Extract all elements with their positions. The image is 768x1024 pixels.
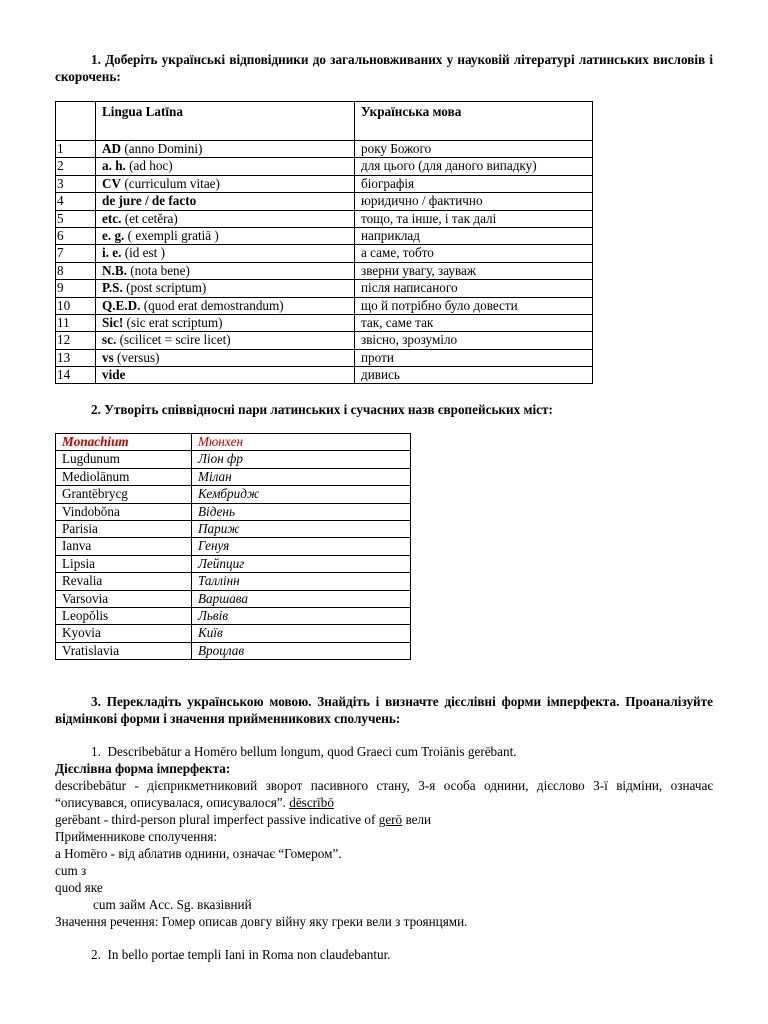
prep-item-2: cum з xyxy=(55,863,87,878)
full-form: (quod erat demostrandum) xyxy=(140,297,284,313)
table-row xyxy=(56,451,411,468)
table-row xyxy=(56,193,593,210)
latin-city: Revalia xyxy=(56,573,192,590)
ukrainian-cell: після написаного xyxy=(355,280,593,297)
latin-city: Vratislavia xyxy=(56,642,192,659)
cities-table xyxy=(55,433,411,660)
abbreviation: P.S. xyxy=(102,280,123,296)
table-header-row xyxy=(56,102,593,141)
row-number: 3 xyxy=(56,175,96,192)
table-row xyxy=(56,642,411,659)
full-form: ( exempli gratiā ) xyxy=(124,227,219,243)
table-row xyxy=(56,314,593,331)
row-number: 10 xyxy=(56,297,96,314)
abbreviation: etc. xyxy=(102,210,122,226)
table-row xyxy=(56,607,411,624)
latin-city: Lugdunum xyxy=(56,451,192,468)
ukrainian-city: Вроцлав xyxy=(192,642,411,659)
latin-city: Varsovia xyxy=(56,590,192,607)
latin-city: Vindobŏna xyxy=(56,503,192,520)
ukrainian-cell: дивись xyxy=(355,367,593,384)
row-number: 5 xyxy=(56,210,96,227)
table-row xyxy=(56,262,593,279)
latin-cell xyxy=(96,210,355,227)
full-form: (scilicet = scire licet) xyxy=(116,332,231,348)
latin-cell xyxy=(96,227,355,244)
table-row xyxy=(56,332,593,349)
latin-cell xyxy=(96,245,355,262)
ukrainian-cell: звісно, зрозуміло xyxy=(355,332,593,349)
abbreviations-table xyxy=(55,101,593,384)
table-row xyxy=(56,367,593,384)
full-form: (et cetĕra) xyxy=(121,210,178,226)
abbreviation: sc. xyxy=(102,332,117,348)
ukrainian-cell: що й потрібно було довести xyxy=(355,297,593,314)
latin-cell xyxy=(96,297,355,314)
table-row xyxy=(56,503,411,520)
table-row xyxy=(56,625,411,642)
abbreviation: a. h. xyxy=(102,158,126,174)
ukrainian-city: Відень xyxy=(192,503,411,520)
table-row xyxy=(56,158,593,175)
latin-cell xyxy=(96,349,355,366)
abbreviation: i. e. xyxy=(102,245,122,261)
table-row xyxy=(56,280,593,297)
ukrainian-cell: зверни увагу, зауваж xyxy=(355,262,593,279)
latin-cell xyxy=(96,262,355,279)
abbreviation: vide xyxy=(102,367,126,383)
table-row xyxy=(56,573,411,590)
verb-analysis-1-text: describebātur - дієприкметниковий зворот пасивного стану, 3-я особа однини, дієслово 3-ї відміни, означає “описувався, описувалася, описувалося”. xyxy=(55,778,713,810)
row-number: 4 xyxy=(56,193,96,210)
row-number: 11 xyxy=(56,314,96,331)
row-number: 1 xyxy=(56,141,96,158)
full-form: (post scriptum) xyxy=(122,280,207,296)
latin-city: Monachium xyxy=(56,434,192,451)
latin-city: Ianva xyxy=(56,538,192,555)
table-row xyxy=(56,210,593,227)
verb-form-label: Дієслівна форма імперфекта: xyxy=(55,761,231,776)
abbreviation: e. g. xyxy=(102,227,125,243)
table-row xyxy=(56,141,593,158)
gero-link[interactable]: gerō xyxy=(378,812,403,827)
full-form: (curriculum vitae) xyxy=(121,175,220,191)
row-number: 9 xyxy=(56,280,96,297)
task2-heading: 2. Утворіть співвідносні пари латинських і сучасних назв європейських міст: xyxy=(91,402,553,417)
latin-cell xyxy=(96,332,355,349)
verb-analysis-2 xyxy=(55,811,713,828)
table-row xyxy=(56,520,411,537)
row-number: 12 xyxy=(56,332,96,349)
task1-heading: 1. Доберіть українські відповідники до загальновживаних у науковій літературі латинських висловів і скорочень: xyxy=(55,52,713,84)
full-form: (id est ) xyxy=(121,245,166,261)
latin-cell xyxy=(96,141,355,158)
ukrainian-city: Париж xyxy=(192,520,411,537)
ukrainian-cell: а саме, тобто xyxy=(355,245,593,262)
table-row xyxy=(56,434,411,451)
ukrainian-cell: для цього (для даного випадку) xyxy=(355,158,593,175)
header-latin-cell: Lingua Latīna xyxy=(96,102,355,141)
ukrainian-city: Кембридж xyxy=(192,486,411,503)
table-row xyxy=(56,468,411,485)
table-row xyxy=(56,538,411,555)
latin-city: Leopŏlis xyxy=(56,607,192,624)
ukrainian-cell: тощо, та інше, і так далі xyxy=(355,210,593,227)
table-row xyxy=(56,590,411,607)
verb-analysis-1 xyxy=(55,777,713,811)
table-row xyxy=(56,349,593,366)
latin-cell xyxy=(96,314,355,331)
sentence-meaning: Значення речення: Гомер описав довгу війну яку греки вели з троянцями. xyxy=(55,914,468,929)
task3-heading: 3. Перекладіть українською мовою. Знайдіть і визначте дієслівні форми імперфекта. Проаналізуйте відмінкові форми і значення прийменникових сполучень: xyxy=(55,694,713,726)
abbreviation: AD xyxy=(102,141,122,156)
full-form: (versus) xyxy=(113,349,160,365)
ukrainian-city: Таллінн xyxy=(192,573,411,590)
row-number: 2 xyxy=(56,158,96,175)
latin-city: Kyovia xyxy=(56,625,192,642)
latin-cell xyxy=(96,280,355,297)
latin-city: Parisia xyxy=(56,520,192,537)
latin-cell xyxy=(96,367,355,384)
ukrainian-city: Варшава xyxy=(192,590,411,607)
abbreviation: Q.E.D. xyxy=(102,297,141,313)
latin-city: Mediolānum xyxy=(56,468,192,485)
sentence-2: 2. In bello portae templi Iani in Roma non claudebantur. xyxy=(91,947,391,962)
ukrainian-cell: року Божого xyxy=(355,141,593,158)
full-form: (ad hoc) xyxy=(125,158,173,174)
ukrainian-city: Львів xyxy=(192,607,411,624)
latin-cell xyxy=(96,175,355,192)
latin-cell xyxy=(96,158,355,175)
ukrainian-cell: наприклад xyxy=(355,227,593,244)
latin-cell xyxy=(96,193,355,210)
describo-link[interactable]: dēscrībō xyxy=(289,795,334,810)
prep-item-1: a Homēro - від аблатив однини, означає “Гомером”. xyxy=(55,846,342,861)
ukrainian-city: Київ xyxy=(192,625,411,642)
header-ukrainian-cell: Українська мова xyxy=(355,102,593,141)
verb-analysis-2-tail: вели xyxy=(402,812,432,827)
abbreviation: vs xyxy=(102,349,114,365)
row-number: 14 xyxy=(56,367,96,384)
table-row xyxy=(56,555,411,572)
verb-analysis-2-text: gerēbant - third-person plural imperfect passive indicative of xyxy=(55,812,379,827)
full-form: (anno Domini) xyxy=(121,141,203,156)
ukrainian-cell: юридично / фактично xyxy=(355,193,593,210)
latin-city: Grantēbrycg xyxy=(56,486,192,503)
ukrainian-city: Лейпциг xyxy=(192,555,411,572)
ukrainian-city: Ліон фр xyxy=(192,451,411,468)
abbreviation: de jure / de facto xyxy=(102,193,197,209)
table-row xyxy=(56,486,411,503)
full-form: (sic erat scriptum) xyxy=(123,314,223,330)
full-form: (nota bene) xyxy=(126,262,190,278)
table-row xyxy=(56,175,593,192)
header-number-cell xyxy=(56,102,96,141)
latin-city: Lipsia xyxy=(56,555,192,572)
abbreviation: N.B. xyxy=(102,262,127,278)
ukrainian-city: Мюнхен xyxy=(192,434,411,451)
abbreviation: CV xyxy=(102,175,122,191)
row-number: 8 xyxy=(56,262,96,279)
row-number: 7 xyxy=(56,245,96,262)
prep-label: Прийменникове сполучення: xyxy=(55,829,218,844)
ukrainian-cell: так, саме так xyxy=(355,314,593,331)
prep-item-3: quod яке xyxy=(55,880,103,895)
sentence-1: 1. Describebātur a Homēro bellum longum, quod Graeci cum Troiānis gerēbant. xyxy=(91,744,517,759)
ukrainian-city: Мілан xyxy=(192,468,411,485)
ukrainian-cell: проти xyxy=(355,349,593,366)
table-row xyxy=(56,227,593,244)
abbreviation: Sic! xyxy=(102,314,124,330)
table-row xyxy=(56,245,593,262)
ukrainian-cell: біографія xyxy=(355,175,593,192)
table-row xyxy=(56,297,593,314)
row-number: 13 xyxy=(56,349,96,366)
prep-item-4: cum займ Acc. Sg. вказівний xyxy=(93,897,252,912)
row-number: 6 xyxy=(56,227,96,244)
ukrainian-city: Генуя xyxy=(192,538,411,555)
